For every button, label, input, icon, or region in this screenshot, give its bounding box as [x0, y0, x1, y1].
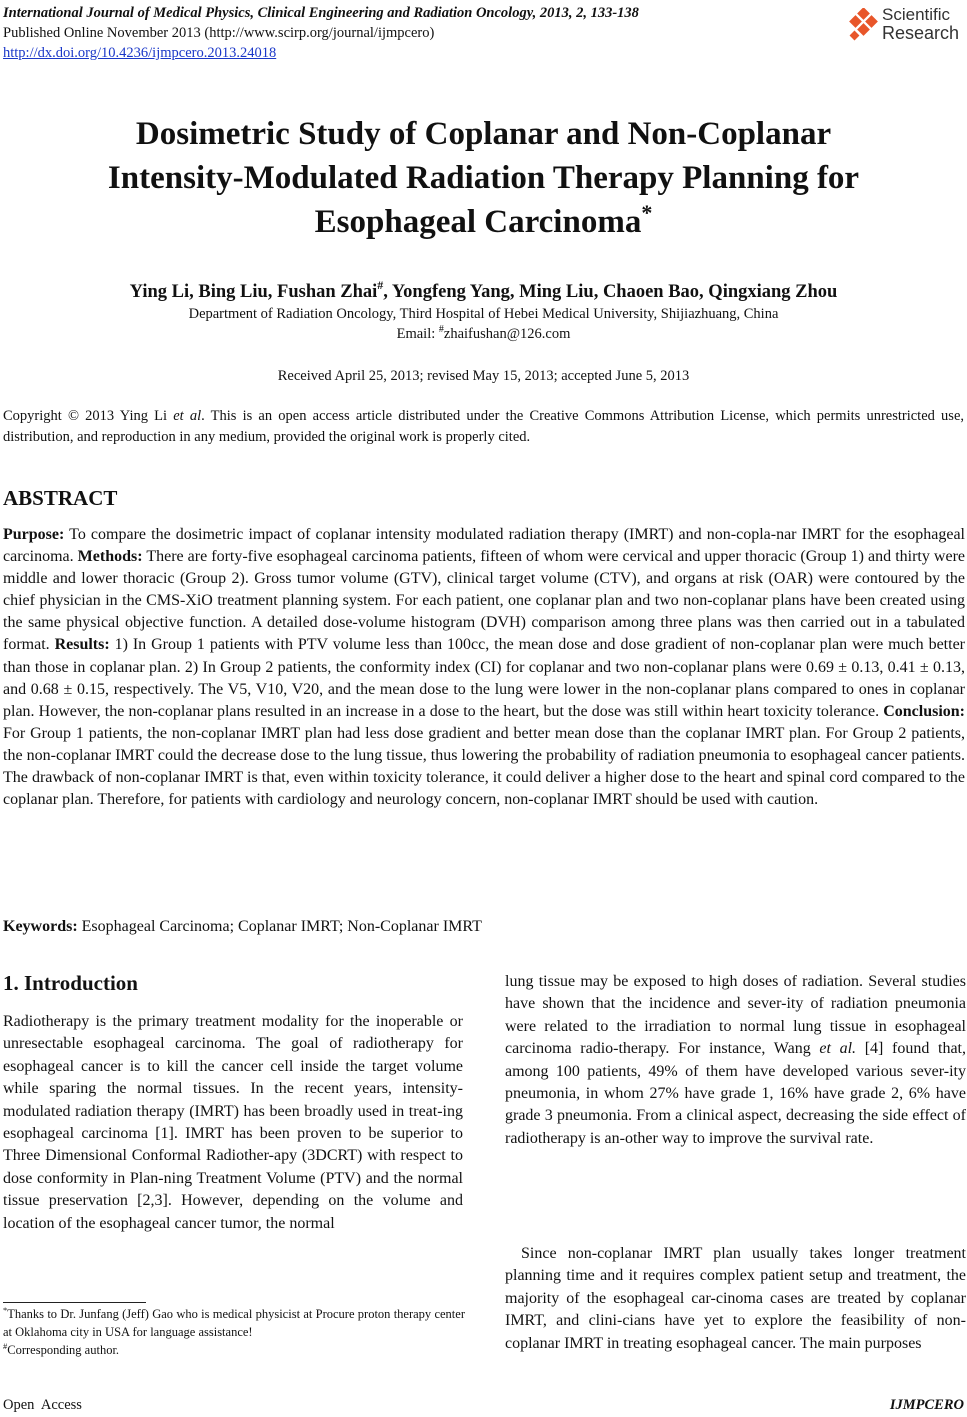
journal-citation — [3, 3, 833, 23]
abstract-heading: ABSTRACT — [3, 486, 118, 510]
keywords — [3, 916, 965, 938]
footnote-1-mark: * — [3, 1305, 8, 1315]
purpose-text: To compare the dosimetric impact of coplanar intensity modulated radiation therapy (IMRT) and non-copla-nar IMRT for the esophageal carcinoma. — [3, 526, 965, 566]
intro-right1-etal: et al. — [819, 1040, 857, 1058]
authors-part-1: Ying Li, Bing Liu, Fushan Zhai — [129, 282, 378, 302]
logo-line-2: Research — [882, 23, 960, 43]
author-email — [0, 324, 967, 344]
received-dates: Received April 25, 2013; revised May 15, 2013; accepted June 5, 2013 — [277, 368, 690, 384]
scientific-research-logo — [848, 6, 966, 44]
conclusion-text: For Group 1 patients, the non-coplanar IMRT plan had less dose gradient and better mean dose than the coplanar IMRT plan. For Group 2 patients, the non-coplanar IMRT could the decrease dose to the lung tissue, thus lowering the probability of radiation pneumonia to esophageal cancer patients. The drawback of non-coplanar IMRT is that, even within toxicity tolerance, it could deliver a higher dose to the heart and spinal cord compared to the coplanar plan. Therefore, for patients with cardiology and neurology concern, non-coplanar IMRT should be used with caution. — [3, 724, 965, 809]
footnote-1-text: Thanks to Dr. Junfang (Jeff) Gao who is medical physicist at Procure proton therapy center at Oklahoma city in USA for language assistance! — [3, 1307, 465, 1339]
intro-paragraph-left: Radiotherapy is the primary treatment modality for the inoperable or unresectable esophageal carcinoma. The goal of radiotherapy for esophageal cancer is to kill the cancer cell inside the target volume while sparing the normal tissues. In the recent years, intensity-modulated radiation therapy (IMRT) has been broadly used in treat-ing esophageal carcinoma [1]. IMRT has been proven to be superior to Three Dimensional Conformal Radiother-apy (3DCRT) with respect to dose conformity in Plan-ning Treatment Volume (PTV) and the normal tissue preservation [2,3]. However, depending on the volume and location of the esophageal cancer tumor, the normal — [3, 1013, 463, 1232]
title-line-2: Intensity-Modulated Radiation Therapy Planning for — [107, 160, 860, 196]
journal-header — [3, 3, 833, 63]
title-line-3: Esophageal Carcinoma — [314, 204, 642, 240]
abstract-body — [3, 524, 965, 811]
copyright-after: . This is an open access article distributed under the Creative Commons Attribution License, which permits unrestricted use, distribution, and reproduction in any medium, provided the original work is properly cited. — [3, 408, 965, 445]
footnote-2-text: Corresponding author. — [7, 1343, 120, 1357]
authors-part-2: , Yongfeng Yang, Ming Liu, Chaoen Bao, Qingxiang Zhou — [383, 282, 838, 302]
copyright-etal: et al — [173, 408, 202, 424]
email-mark: # — [438, 324, 444, 335]
journal-volume: , 2013, 2, 133-138 — [532, 5, 639, 21]
introduction-heading: 1. Introduction — [3, 971, 138, 995]
published-online: Published Online November 2013 (http://www.scirp.org/journal/ijmpcero) — [3, 25, 435, 41]
footnotes — [3, 1305, 465, 1359]
intro-paragraph-right-2: Since non-coplanar IMRT plan usually takes longer treatment planning time and it requires complex patient setup and treatment, the majority of the esophageal car-cinoma cases are treated by coplanar IMRT, and clini-cians have yet to explore the feasibility of non-coplanar IMRT in treating esophageal cancer. The main purposes — [505, 1245, 966, 1352]
footnote-2 — [3, 1341, 465, 1359]
copyright-notice — [3, 406, 964, 448]
title-line-1: Dosimetric Study of Coplanar and Non-Coplanar — [135, 116, 832, 152]
footer-journal-abbrev: IJMPCERO — [889, 1397, 964, 1413]
author-list — [0, 278, 967, 303]
footnote-2-mark: # — [3, 1341, 8, 1351]
logo-line-1: Scientific — [882, 5, 951, 24]
doi-link[interactable]: http://dx.doi.org/10.4236/ijmpcero.2013.24018 — [3, 45, 277, 61]
results-text: 1) In Group 1 patients with PTV volume less than 100cc, the mean dose and dose gradient of non-coplanar plan were much better than those in coplanar plan. 2) In Group 2 patients, the conformity index (CI) for coplanar and two non-coplanar plans were 0.69 ± 0.13, 0.41 ± 0.13, and 0.68 ± 0.15, respectively. The V5, V10, V20, and the mean dose to the lung were lower in the non-coplanar plans compared to ones in coplanar plan. However, the non-coplanar plans resulted in an increase in a dose to the heart, but the dose was still within heart toxicity tolerance. — [3, 636, 966, 720]
conclusion-label: Conclusion: — [883, 702, 965, 720]
journal-name: International Journal of Medical Physics, Clinical Engineering and Radiation Oncology — [3, 5, 533, 21]
affiliation: Department of Radiation Oncology, Third Hospital of Hebei Medical University, Shijiazhuang, China — [188, 306, 779, 322]
email-label: Email: — [396, 326, 439, 342]
intro-right1-before: lung tissue may be exposed to high doses of radiation. Several studies have shown that the incidence and sever-ity of radiation pneumonia were related to the irradiation to normal lung tissue in esophageal carcinoma radio-therapy. For instance, Wang — [505, 973, 966, 1058]
methods-text: There are forty-five esophageal carcinoma patients, fifteen of whom were cervical and upper thoracic (Group 1) and thirty were middle and lower thoracic (Group 2). Gross tumor volume (GTV), clinical target volume (CTV), and organs at risk (OAR) were contoured by the chief physician in the CMS-XiO treatment planning system. For each patient, one coplanar plan and two non-coplanar plans have been created using the same physical objective function. A detailed dose-volume histogram (DVH) comparison among three plans was then carried out in a tabulated format. — [3, 548, 965, 654]
copyright-before: Copyright © 2013 Ying Li — [3, 408, 174, 424]
footnote-1 — [3, 1305, 465, 1341]
footnote-divider — [3, 1302, 146, 1303]
keywords-label: Keywords: — [3, 918, 78, 935]
email-address: zhaifushan@126.com — [443, 326, 571, 342]
footer-open-access: Open Access — [3, 1397, 82, 1413]
intro-right1-after: [4] found that, among 100 patients, 49% of them have developed various sever-ity pneumonia, in whom 27% have grade 1, 16% have grade 2, 6% have grade 3 pneumonia. From a clinical aspect, decreasing the side effect of radiotherapy is an-other way to improve the survival rate. — [505, 1040, 966, 1147]
purpose-label: Purpose: — [3, 526, 65, 543]
corresponding-mark: # — [377, 278, 384, 292]
title-footnote-mark: * — [641, 200, 653, 225]
paper-title — [0, 112, 967, 244]
intro-paragraph-right-1 — [505, 971, 966, 1150]
logo-mark-icon — [848, 8, 880, 42]
keywords-text: Esophageal Carcinoma; Coplanar IMRT; Non-Coplanar IMRT — [77, 918, 482, 935]
results-label: Results: — [54, 636, 110, 654]
methods-label: Methods: — [77, 548, 143, 566]
logo-wordmark — [882, 6, 959, 42]
